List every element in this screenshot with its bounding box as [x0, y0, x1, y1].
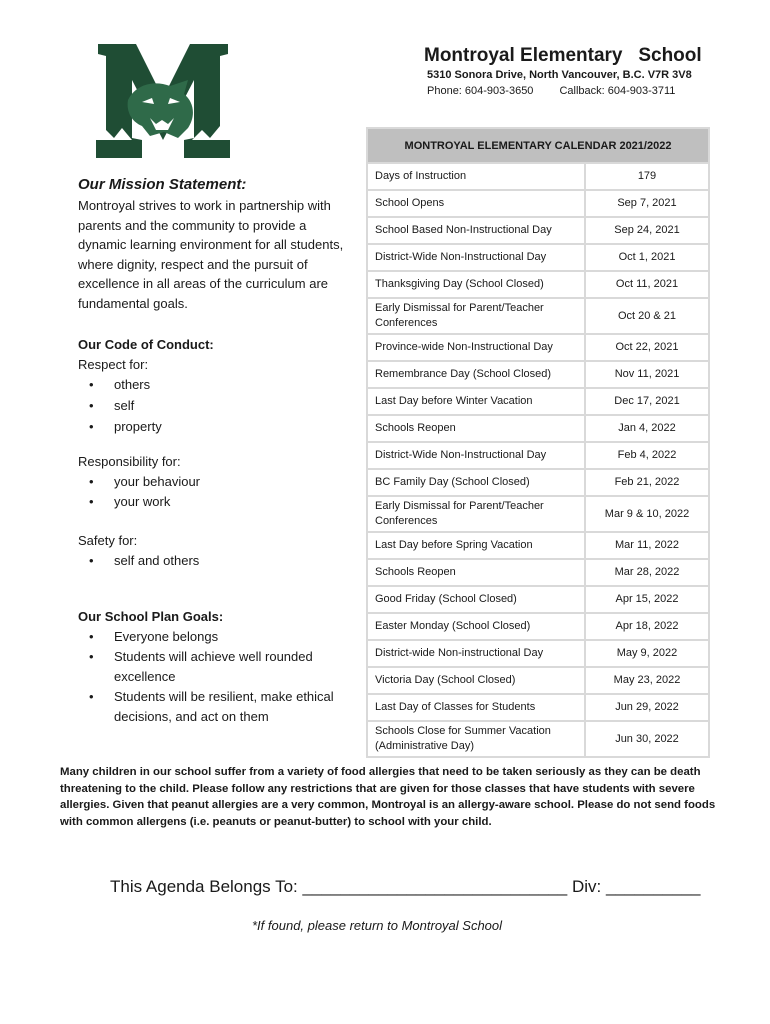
- list-item: [78, 417, 214, 437]
- date-cell: Jun 30, 2022: [585, 721, 709, 757]
- event-cell: Remembrance Day (School Closed): [367, 361, 585, 388]
- table-row: [367, 334, 709, 361]
- callback-number: Callback: 604-903-3711: [559, 85, 676, 97]
- list-item-text: Everyone belongs: [114, 629, 219, 644]
- event-cell: Last Day before Spring Vacation: [367, 532, 585, 559]
- list-item-text: self and others: [114, 553, 200, 568]
- table-row: [367, 640, 709, 667]
- event-cell: Schools Close for Summer Vacation (Administrative Day): [367, 721, 585, 757]
- list-item-text: property: [114, 419, 162, 434]
- list-item-text: your work: [114, 494, 171, 509]
- date-cell: Oct 22, 2021: [585, 334, 709, 361]
- list-item-text: your behaviour: [114, 474, 200, 489]
- list-item: [78, 396, 214, 416]
- goals-list: [78, 627, 368, 727]
- list-item: [78, 687, 368, 727]
- table-row: [367, 361, 709, 388]
- table-row: [367, 298, 709, 334]
- date-cell: May 9, 2022: [585, 640, 709, 667]
- table-row: [367, 163, 709, 190]
- event-cell: Victoria Day (School Closed): [367, 667, 585, 694]
- safety-label: Safety for:: [78, 533, 138, 548]
- table-row: [367, 559, 709, 586]
- table-row: [367, 244, 709, 271]
- date-cell: Jan 4, 2022: [585, 415, 709, 442]
- event-cell: Easter Monday (School Closed): [367, 613, 585, 640]
- date-cell: Mar 28, 2022: [585, 559, 709, 586]
- date-cell: Sep 7, 2021: [585, 190, 709, 217]
- list-item-text: Students will achieve well rounded excellence: [114, 649, 313, 684]
- list-item: [78, 472, 200, 492]
- bullet-icon: •: [89, 689, 94, 704]
- table-row: [367, 667, 709, 694]
- school-address: 5310 Sonora Drive, North Vancouver, B.C. V7R 3V8: [427, 69, 692, 81]
- conduct-title: Our Code of Conduct:: [78, 337, 214, 352]
- if-found-note: *If found, please return to Montroyal School: [252, 918, 503, 933]
- code-of-conduct: [78, 335, 214, 437]
- bullet-icon: •: [89, 377, 94, 392]
- event-cell: BC Family Day (School Closed): [367, 469, 585, 496]
- calendar-title: MONTROYAL ELEMENTARY CALENDAR 2021/2022: [367, 128, 709, 163]
- mission-title: Our Mission Statement:: [78, 176, 247, 193]
- table-row: [367, 586, 709, 613]
- event-cell: School Based Non-Instructional Day: [367, 217, 585, 244]
- date-cell: Apr 15, 2022: [585, 586, 709, 613]
- contact-line: [427, 85, 675, 97]
- bullet-icon: •: [89, 474, 94, 489]
- event-cell: Good Friday (School Closed): [367, 586, 585, 613]
- date-cell: Nov 11, 2021: [585, 361, 709, 388]
- table-row: [367, 442, 709, 469]
- table-row: [367, 415, 709, 442]
- date-cell: Feb 4, 2022: [585, 442, 709, 469]
- bullet-icon: •: [89, 398, 94, 413]
- event-cell: Days of Instruction: [367, 163, 585, 190]
- date-cell: Oct 11, 2021: [585, 271, 709, 298]
- bullet-icon: •: [89, 419, 94, 434]
- bullet-icon: •: [89, 629, 94, 644]
- event-cell: District-wide Non-instructional Day: [367, 640, 585, 667]
- responsibility-list: [78, 472, 200, 512]
- phone-number: Phone: 604-903-3650: [427, 85, 534, 97]
- school-calendar-table: [366, 127, 710, 758]
- list-item-text: others: [114, 377, 151, 392]
- bullet-icon: •: [89, 649, 94, 664]
- table-row: [367, 469, 709, 496]
- school-name: Montroyal Elementary School: [424, 45, 702, 66]
- list-item-text: Students will be resilient, make ethical decisions, and act on them: [114, 689, 334, 724]
- responsibility-label: Responsibility for:: [78, 454, 181, 469]
- date-cell: May 23, 2022: [585, 667, 709, 694]
- event-cell: Schools Reopen: [367, 415, 585, 442]
- responsibility-block: [78, 452, 200, 512]
- allergy-notice: Many children in our school suffer from a variety of food allergies that need to be taken seriously as they can be death threatening to the child. Please follow any restrictions that are given for those classes that have students with severe allergies. Given that peanut allergies are a very common, Montroyal is an allergy-aware school. Please do not send foods with common allergens (i.e. peanuts or peanut-butter) to school with your child.: [60, 766, 716, 828]
- safety-block: [78, 531, 199, 571]
- event-cell: School Opens: [367, 190, 585, 217]
- montroyal-m-panther-logo: [92, 40, 234, 162]
- event-cell: Early Dismissal for Parent/Teacher Conferences: [367, 496, 585, 532]
- event-cell: Last Day before Winter Vacation: [367, 388, 585, 415]
- table-row: [367, 532, 709, 559]
- event-cell: District-Wide Non-Instructional Day: [367, 442, 585, 469]
- respect-label: Respect for:: [78, 357, 149, 372]
- event-cell: District-Wide Non-Instructional Day: [367, 244, 585, 271]
- goals-title: Our School Plan Goals:: [78, 609, 224, 624]
- date-cell: Jun 29, 2022: [585, 694, 709, 721]
- list-item: [78, 492, 200, 512]
- list-item: [78, 375, 214, 395]
- date-cell: Mar 11, 2022: [585, 532, 709, 559]
- date-cell: Feb 21, 2022: [585, 469, 709, 496]
- event-cell: Thanksgiving Day (School Closed): [367, 271, 585, 298]
- date-cell: Sep 24, 2021: [585, 217, 709, 244]
- agenda-owner-line: This Agenda Belongs To: ____________________________ Div: __________: [110, 877, 701, 896]
- date-cell: Mar 9 & 10, 2022: [585, 496, 709, 532]
- list-item: [78, 647, 368, 687]
- respect-list: [78, 375, 214, 437]
- date-cell: Apr 18, 2022: [585, 613, 709, 640]
- date-cell: Dec 17, 2021: [585, 388, 709, 415]
- event-cell: Last Day of Classes for Students: [367, 694, 585, 721]
- list-item: [78, 551, 199, 571]
- safety-list: [78, 551, 199, 571]
- mission-text: Montroyal strives to work in partnership with parents and the community to provide a dynamic learning environment for all students, where dignity, respect and the pursuit of excellence in all areas of the curriculum are fundamental goals.: [78, 198, 344, 311]
- list-item: [78, 627, 368, 647]
- table-row: [367, 721, 709, 757]
- date-cell: Oct 20 & 21: [585, 298, 709, 334]
- date-cell: 179: [585, 163, 709, 190]
- table-row: [367, 271, 709, 298]
- event-cell: Schools Reopen: [367, 559, 585, 586]
- table-row: [367, 496, 709, 532]
- event-cell: Early Dismissal for Parent/Teacher Conferences: [367, 298, 585, 334]
- bullet-icon: •: [89, 494, 94, 509]
- school-plan-goals: [78, 607, 368, 727]
- date-cell: Oct 1, 2021: [585, 244, 709, 271]
- table-row: [367, 694, 709, 721]
- table-row: [367, 190, 709, 217]
- table-row: [367, 217, 709, 244]
- event-cell: Province-wide Non-Instructional Day: [367, 334, 585, 361]
- bullet-icon: •: [89, 553, 94, 568]
- table-row: [367, 613, 709, 640]
- list-item-text: self: [114, 398, 135, 413]
- table-row: [367, 388, 709, 415]
